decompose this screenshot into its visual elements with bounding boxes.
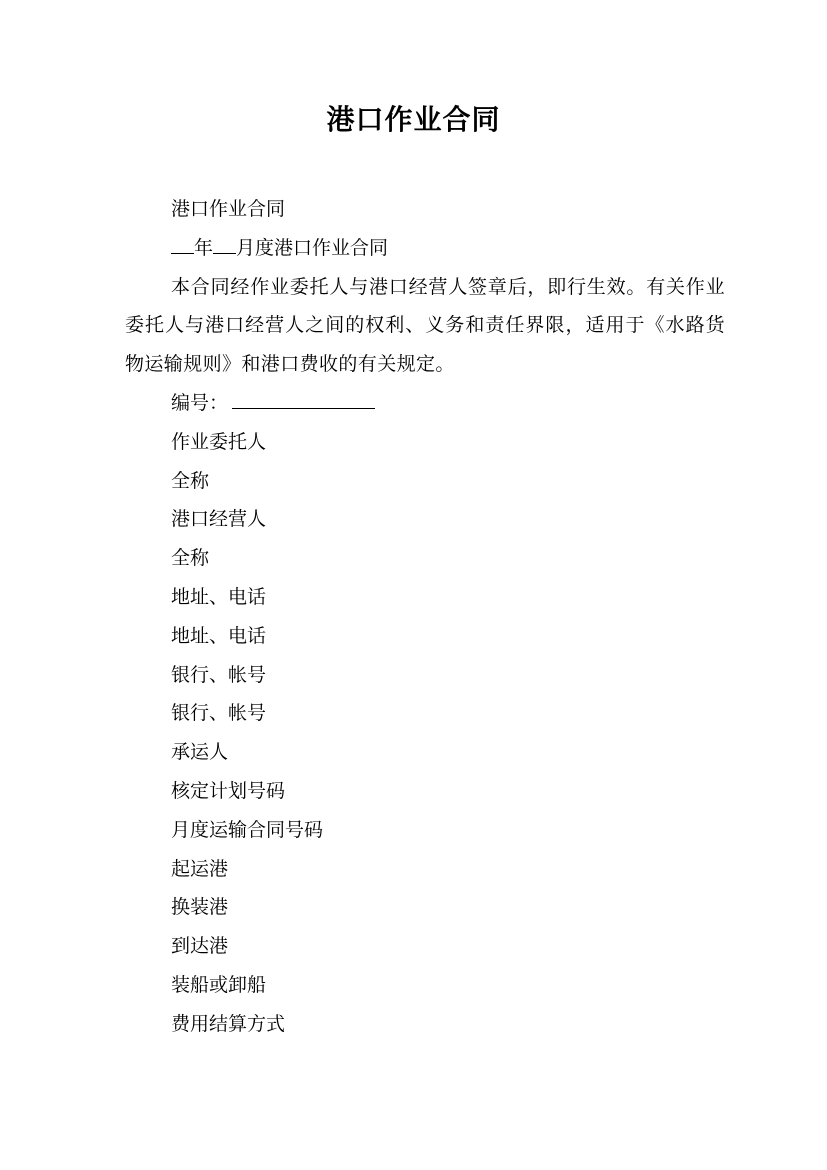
field-label: 费用结算方式 (171, 1012, 286, 1035)
intro-paragraph: 本合同经作业委托人与港口经营人签章后，即行生效。有关作业委托人与港口经营人之间的权利、义务和责任界限，适用于《水路货物运输规则》和港口费收的有关规定。 (125, 275, 725, 376)
field-label: 地址、电话 (171, 624, 267, 647)
number-label: 编号： (171, 391, 229, 414)
field-label: 核定计划号码 (171, 779, 286, 802)
field-label: 承运人 (171, 741, 229, 764)
field-label: 月度运输合同号码 (171, 818, 324, 841)
field-label: 装船或卸船 (171, 973, 267, 996)
field-label: 全称 (171, 547, 210, 570)
field-label: 全称 (171, 469, 210, 492)
field-label: 银行、帐号 (171, 663, 267, 686)
document-body (125, 190, 725, 1044)
field-label: 起运港 (171, 857, 229, 880)
field-label: 港口经营人 (171, 508, 267, 531)
period-line (125, 229, 725, 268)
field-label: 银行、帐号 (171, 702, 267, 725)
field-label: 地址、电话 (171, 585, 267, 608)
field-label: 换装港 (171, 896, 229, 919)
month-blank (213, 234, 236, 254)
number-blank (232, 389, 375, 409)
year-suffix: 年 (194, 236, 214, 259)
month-suffix: 月度港口作业合同 (236, 236, 389, 259)
field-label: 到达港 (171, 935, 229, 958)
document-title: 港口作业合同 (326, 103, 501, 136)
number-line (125, 384, 725, 423)
year-blank (171, 234, 194, 254)
field-label: 作业委托人 (171, 430, 267, 453)
document-subtitle: 港口作业合同 (171, 198, 286, 220)
